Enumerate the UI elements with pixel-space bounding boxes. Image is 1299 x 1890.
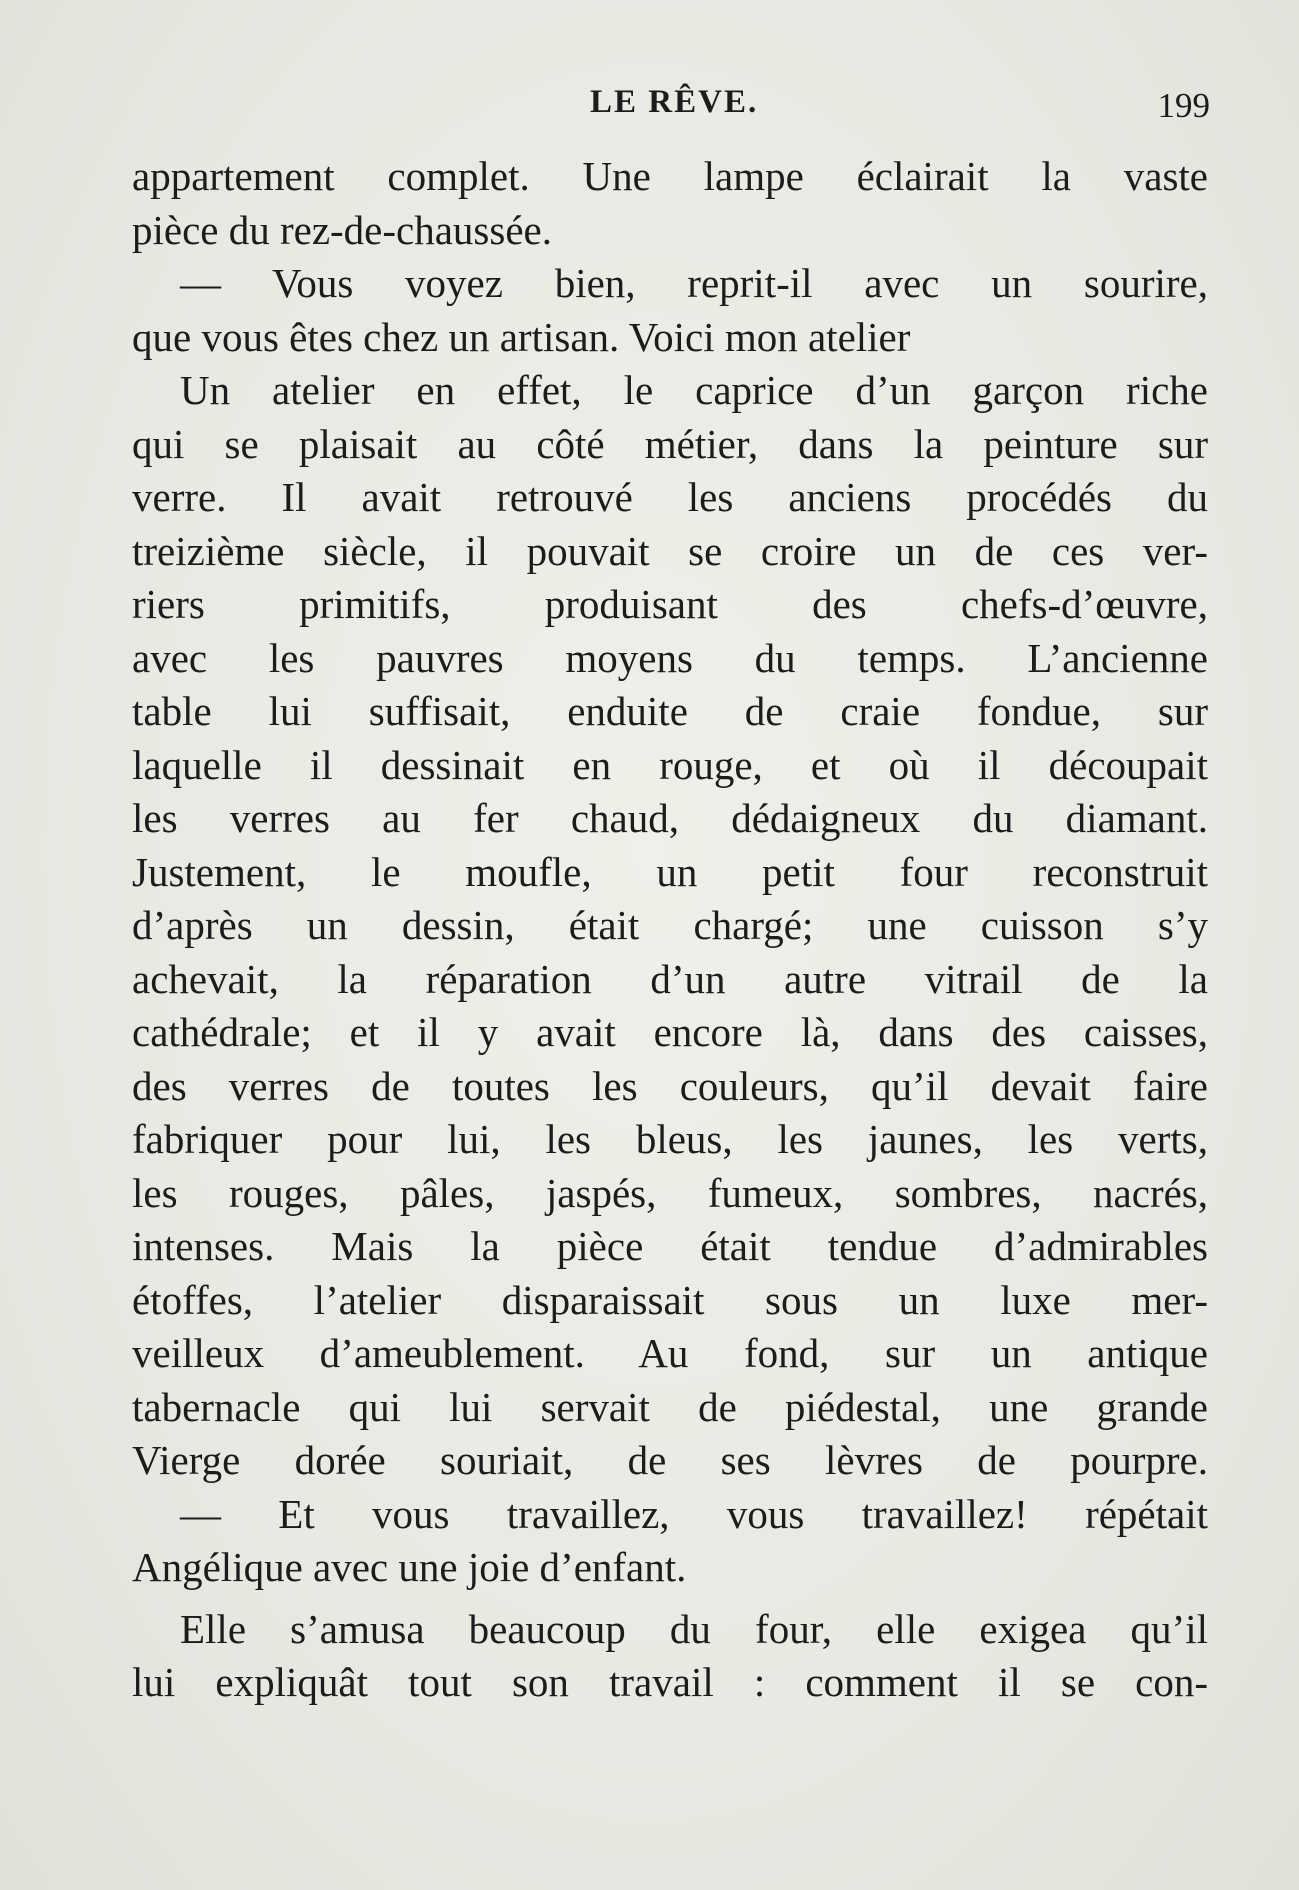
text-line: appartement complet. Une lampe éclairait la vaste bbox=[132, 153, 1208, 199]
text-line: — Et vous travaillez, vous travaillez! répétait bbox=[180, 1490, 1208, 1537]
text-line: riers primitifs, produisant des chefs-d’œuvre, bbox=[132, 581, 1208, 627]
text-line: table lui suffisait, enduite de craie fondue, sur bbox=[132, 688, 1208, 734]
text-line: veilleux d’ameublement. Au fond, sur un antique bbox=[132, 1330, 1208, 1376]
page-header bbox=[130, 84, 1210, 134]
text-line: qui se plaisait au côté métier, dans la peinture sur bbox=[132, 420, 1208, 467]
text-line: verre. Il avait retrouvé les anciens procédés du bbox=[132, 474, 1208, 520]
page-number: 199 bbox=[1157, 86, 1210, 125]
text-line: pièce du rez-de-chaussée. bbox=[132, 206, 552, 253]
text-line: Justement, le moufle, un petit four reconstruit bbox=[132, 848, 1208, 895]
text-line: intenses. Mais la pièce était tendue d’admirables bbox=[132, 1223, 1208, 1269]
text-line: treizième siècle, il pouvait se croire un de ces ver- bbox=[132, 527, 1208, 574]
text-line: tabernacle qui lui servait de piédestal, une grande bbox=[132, 1383, 1208, 1430]
text-line: avec les pauvres moyens du temps. L’ancienne bbox=[132, 634, 1208, 681]
text-line: fabriquer pour lui, les bleus, les jaunes, les verts, bbox=[132, 1116, 1208, 1162]
text-line: Un atelier en effet, le caprice d’un garçon riche bbox=[180, 367, 1208, 413]
text-line: achevait, la réparation d’un autre vitrail de la bbox=[132, 955, 1208, 1002]
text-line: que vous êtes chez un artisan. Voici mon atelier bbox=[132, 313, 911, 360]
running-title: LE RÊVE. bbox=[590, 84, 759, 120]
text-line: Vierge dorée souriait, de ses lèvres de pourpre. bbox=[132, 1437, 1208, 1483]
text-line: lui expliquât tout son travail : comment il se con- bbox=[132, 1659, 1208, 1705]
text-line: cathédrale; et il y avait encore là, dans des caisses, bbox=[132, 1009, 1208, 1055]
text-line: Angélique avec une joie d’enfant. bbox=[132, 1544, 687, 1590]
text-line: des verres de toutes les couleurs, qu’il devait faire bbox=[132, 1062, 1208, 1109]
text-line: les verres au fer chaud, dédaigneux du diamant. bbox=[132, 795, 1208, 841]
text-line: étoffes, l’atelier disparaissait sous un luxe mer- bbox=[132, 1276, 1208, 1323]
text-line: les rouges, pâles, jaspés, fumeux, sombres, nacrés, bbox=[132, 1169, 1208, 1216]
text-line: — Vous voyez bien, reprit-il avec un sourire, bbox=[180, 260, 1208, 306]
text-line: Elle s’amusa beaucoup du four, elle exigea qu’il bbox=[180, 1605, 1208, 1652]
body-text bbox=[132, 150, 1208, 1710]
text-line: d’après un dessin, était chargé; une cuisson s’y bbox=[132, 902, 1208, 948]
text-line: laquelle il dessinait en rouge, et où il découpait bbox=[132, 741, 1208, 788]
